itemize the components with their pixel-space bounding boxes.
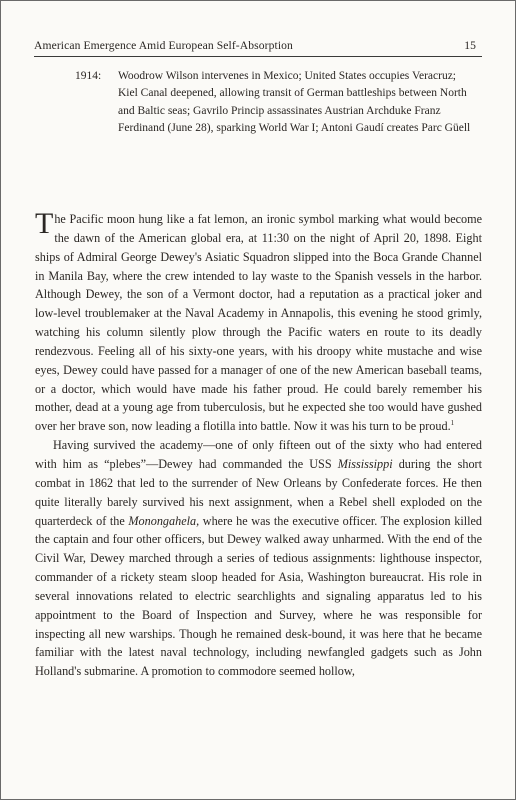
ship-name-monongahela: Monongahela, [128,513,200,528]
paragraph-2-text-c: where he was the executive officer. The explosion killed the captain and four other officers, but Dewey walked away unharmed. With the end of the Civil War, Dewey marched through a series of tedious assignments: lighthouse inspector, commander of a rickety steam sloop headed for Asia, Washington bureaucrat. His role in several innovations related to electric searchlights and signaling apparatus led to his appointment to the Board of Inspection and Survey, where he was responsible for inspecting all new warships. Though he remained desk-bound, it was here that he became familiar with the latest naval technology, including newfangled gadgets such as John Holland's submarine. A promotion to commodore seemed hollow, [35,513,482,679]
paragraph-1 [35,207,482,436]
paragraph-2 [35,436,482,681]
timeline-entry [75,68,475,138]
ship-name-mississippi: Mississippi [337,456,393,471]
drop-cap: T [35,207,54,240]
footnote-marker: 1 [450,419,455,428]
chapter-title: American Emergence Amid European Self-Absorption [34,39,293,52]
timeline-text: Woodrow Wilson intervenes in Mexico; United States occupies Veracruz; Kiel Canal deepened, allowing transit of German battleships between North and Baltic seas; Gavrilo Princip assassinates Austrian Archduke Franz Ferdinand (June 28), sparking World War I; Antoni Gaudí creates Parc Güell [118,70,471,135]
paragraph-2-text-a: Having survived the academy—one of only fifteen out of the sixty who had entered with him as “plebes”—Dewey had commanded the USS [35,438,482,471]
paragraph-2-text-b: during the short combat in 1862 that led to the surrender of New Orleans by Confederate forces. He then quite literally barely survived his next assignment, when a Rebel shell exploded on the quarterdeck of the [35,456,482,528]
body-text [35,207,482,681]
paragraph-1-text: he Pacific moon hung like a fat lemon, an ironic symbol marking what would become the dawn of the American global era, at 11:30 on the night of April 20, 1898. Eight ships of Admiral George Dewey's Asiatic Squadron slipped into the Boca Grande Channel in Manila Bay, where the crew intended to lay waste to the Spanish vessels in the harbor. Although Dewey, the son of a Vermont doctor, had a reputation as a practical joker and low-level troublemaker at the Naval Academy in Annapolis, this evening he stood grimly, watching his column silently plow through the Pacific waters en route to its deadly rendezvous. Feeling all of his sixty-one years, with his droopy white mustache and wise eyes, Dewey could have passed for a manager of one of the new American baseball teams, or a doctor, which would have made his father proud. He could barely remember his mother, dead at a young age from tuberculosis, but he expected she too would have gushed over her brave son, now leading a flotilla into battle. Now it was his turn to be proud. [35,212,482,434]
running-head [34,39,482,57]
page-number: 15 [464,39,476,52]
timeline-year: 1914: [75,70,102,82]
